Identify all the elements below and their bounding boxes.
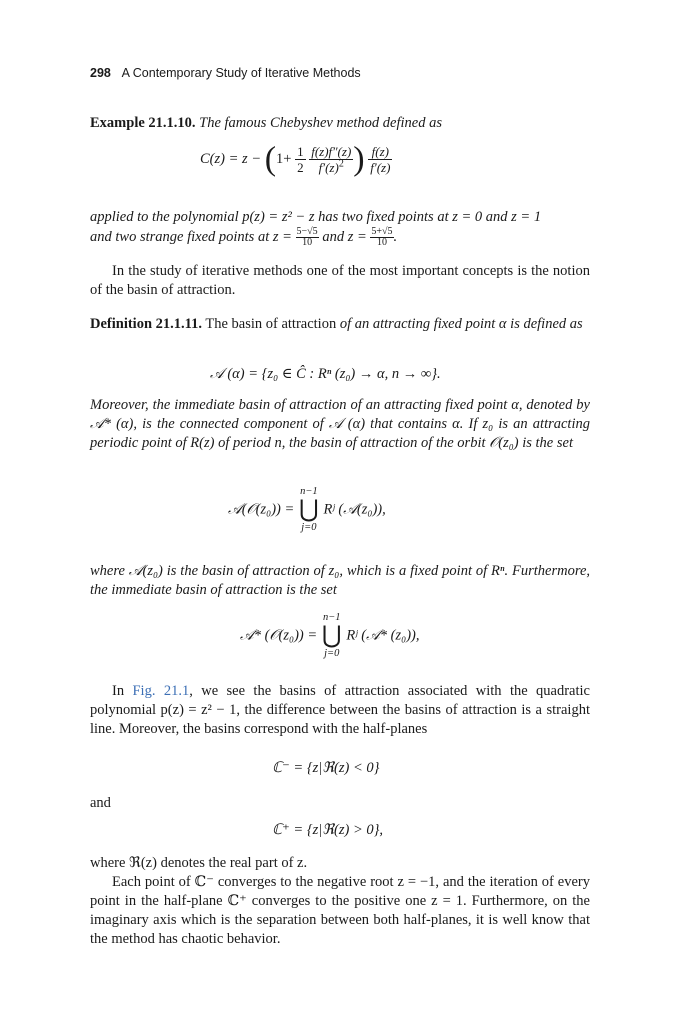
example-after-text [90,208,590,248]
chebyshev-lhs: C(z) = z − [200,150,262,167]
example-line-2: and two strange fixed points at z = $\frac{5-√5}{10}$ and z = $\frac{5+√5}{10}$ . [90,226,398,248]
page-number: 298 [90,66,111,80]
real-part-note: where ℜ(z) denotes the real part of z. [90,855,308,871]
definition-where: where 𝒜(z₀) is the basin of attraction of z₀, which is a fixed point of Rⁿ. Furthermore, the immediate basin of attraction is the set [90,563,590,598]
example-heading [90,114,590,133]
figure-link[interactable]: Fig. 21.1 [132,683,190,699]
example-label: Example 21.1.10. [90,115,196,131]
paragraph-basin-intro: In the study of iterative methods one of the most important concepts is the notion of the basin of attraction. [90,263,590,298]
word-and: and [90,795,111,811]
definition-heading: Definition 21.1.11. The basin of attraction of an attracting fixed point α is defined as [90,316,583,332]
running-title: A Contemporary Study of Iterative Methods [121,66,361,80]
example-line-1: applied to the polynomial p(z) = z² − z has two fixed points at z = 0 and z = 1 [90,209,542,225]
definition-moreover: Moreover, the immediate basin of attraction of an attracting fixed point α, denoted by 𝒜* (α), is the connected component of 𝒜 (α) that contains α. If z₀ is an attracting periodic point of R(z) of period n, the basin of attraction of the orbit 𝒪(z₀) is the set [90,397,590,451]
example-intro: The famous Chebyshev method defined as [199,115,442,131]
basin-equation: 𝒜 (α) = {z₀ ∈ Ĉ : Rⁿ (z₀) → α, n → ∞}. [210,366,441,382]
orbit-basin-equation: 𝒜(𝒪(z₀)) = n−1 ⋃ j=0 Rʲ (𝒜(z₀)), [228,486,386,533]
chebyshev-equation: C(z) = z − (1+ $\frac{1}{2}$ $\frac{f(z)f''(z)}{f'(z)^2}$ ) $\frac{f(z)}{f'(z)}$ [200,140,391,178]
paragraph-quadratic: In Fig. 21.1, we see the basins of attraction associated with the quadratic polynomial p(z) = z² − 1, the difference between the basins of attraction is a straight line. Moreover, the basins correspond with the half-planes [90,683,590,737]
immediate-basin-equation: 𝒜* (𝒪(z₀)) = n−1 ⋃ j=0 Rʲ (𝒜* (z₀)), [240,612,420,659]
halfplane-minus-equation: ℂ⁻ = {z|ℜ(z) < 0} [272,760,380,776]
definition-label: Definition 21.1.11. [90,316,202,332]
running-header [90,66,361,80]
paragraph-convergence: Each point of ℂ⁻ converges to the negative root z = −1, and the iteration of every point in the half-plane ℂ⁺ converges to the positive one z = 1. Furthermore, on the imaginary axis which is the separation between both half-planes, it is well know that the method has chaotic behavior. [90,874,590,947]
halfplane-plus-equation: ℂ⁺ = {z|ℜ(z) > 0}, [272,822,384,838]
